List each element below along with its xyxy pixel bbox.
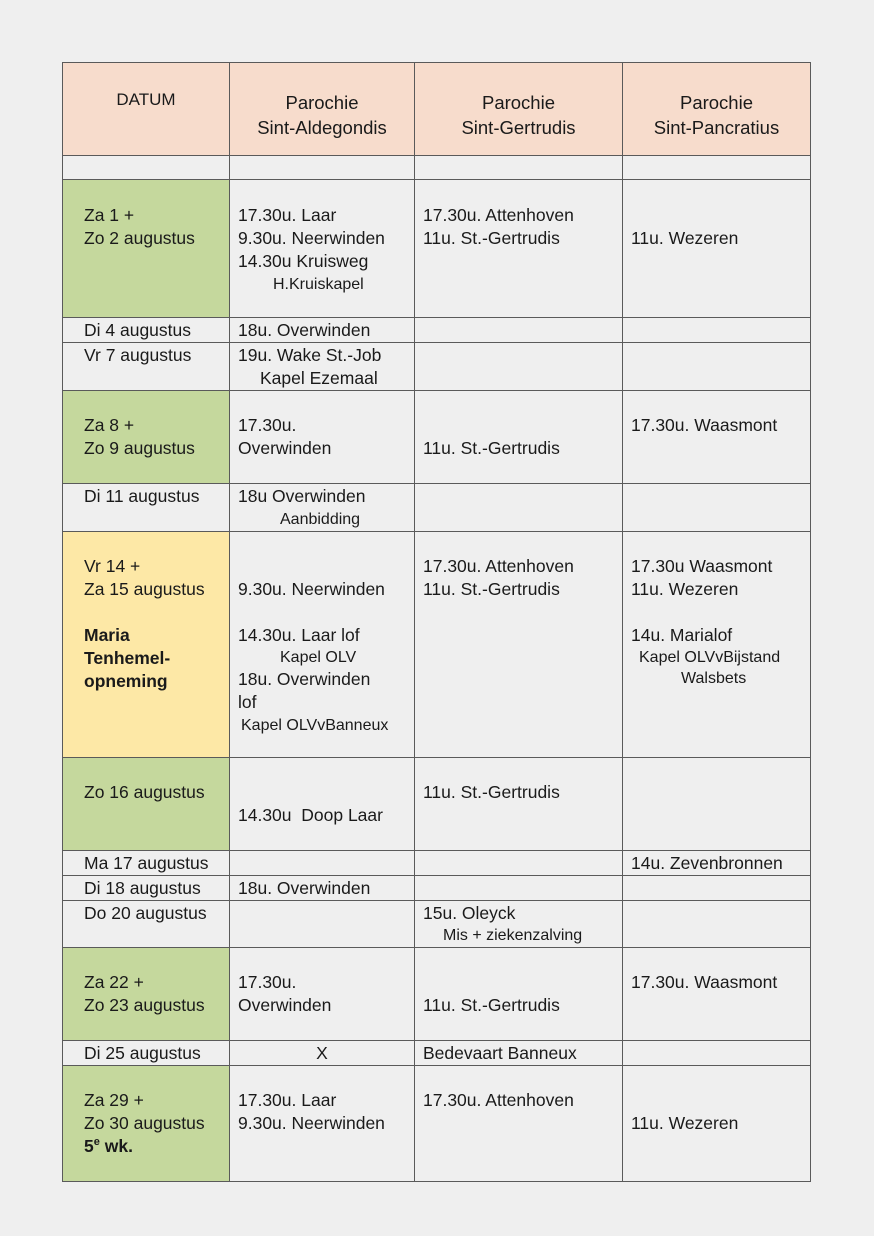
pancratius-cell [623, 758, 811, 851]
date-cell: Vr 14 + Za 15 augustus Maria Tenhemel- opneming [63, 532, 230, 758]
date-cell: Vr 7 augustus [63, 343, 230, 391]
table-row [63, 484, 811, 532]
date-cell: Za 8 + Zo 9 augustus [63, 391, 230, 484]
gertrudis-cell: 15u. Oleyck Mis + ziekenzalving [415, 901, 623, 948]
aldegondis-cell: 18u. Overwinden [230, 876, 415, 901]
table-row [63, 1066, 811, 1182]
date-cell: Di 18 augustus [63, 876, 230, 901]
header-datum: DATUM [63, 63, 230, 156]
table-row [63, 532, 811, 758]
aldegondis-cell: 18u. Overwinden [230, 318, 415, 343]
aldegondis-cell: 14.30u Doop Laar [230, 758, 415, 851]
aldegondis-cell: 9.30u. Neerwinden 14.30u. Laar lof Kapel OLV 18u. Overwinden lof Kapel OLVvBanneux [230, 532, 415, 758]
date-cell: Zo 16 augustus [63, 758, 230, 851]
header-row [63, 63, 811, 156]
date-cell: Za 29 + Zo 30 augustus 5e wk. [63, 1066, 230, 1182]
fifth-weekend-label: 5e wk. [84, 1136, 133, 1156]
pancratius-cell [623, 318, 811, 343]
gertrudis-cell [415, 876, 623, 901]
date-cell: Di 4 augustus [63, 318, 230, 343]
pancratius-cell [623, 343, 811, 391]
gertrudis-cell: 17.30u. Attenhoven 11u. St.-Gertrudis [415, 532, 623, 758]
mass-schedule-table [62, 62, 811, 1182]
date-cell: Di 25 augustus [63, 1041, 230, 1066]
table-row [63, 1041, 811, 1066]
gertrudis-cell [415, 484, 623, 532]
table-row [63, 318, 811, 343]
gertrudis-cell [415, 851, 623, 876]
pancratius-cell: 14u. Zevenbronnen [623, 851, 811, 876]
table-row [63, 901, 811, 948]
feast-name: Maria [84, 625, 130, 645]
pancratius-cell: 17.30u. Waasmont [623, 391, 811, 484]
gertrudis-cell: 17.30u. Attenhoven [415, 1066, 623, 1182]
table-row [63, 758, 811, 851]
pancratius-cell [623, 876, 811, 901]
pancratius-cell: 11u. Wezeren [623, 180, 811, 318]
gertrudis-cell: Bedevaart Banneux [415, 1041, 623, 1066]
gertrudis-cell: 11u. St.-Gertrudis [415, 758, 623, 851]
header-sint-aldegondis: Parochie Sint-Aldegondis [230, 63, 415, 156]
date-cell: Za 22 + Zo 23 augustus [63, 948, 230, 1041]
pancratius-cell: 17.30u. Waasmont [623, 948, 811, 1041]
date-cell: Di 11 augustus [63, 484, 230, 532]
aldegondis-cell: X [230, 1041, 415, 1066]
table-row [63, 851, 811, 876]
gertrudis-cell [415, 318, 623, 343]
table-row [63, 343, 811, 391]
table-row [63, 948, 811, 1041]
gertrudis-cell [415, 343, 623, 391]
aldegondis-cell: 17.30u. Overwinden [230, 948, 415, 1041]
header-sint-gertrudis: Parochie Sint-Gertrudis [415, 63, 623, 156]
pancratius-cell [623, 484, 811, 532]
pancratius-cell [623, 1041, 811, 1066]
aldegondis-cell [230, 851, 415, 876]
table-row [63, 876, 811, 901]
aldegondis-cell: 17.30u. Laar 9.30u. Neerwinden 14.30u Kruisweg H.Kruiskapel [230, 180, 415, 318]
table-row [63, 391, 811, 484]
table-row [63, 180, 811, 318]
pancratius-cell [623, 901, 811, 948]
pancratius-cell: 11u. Wezeren [623, 1066, 811, 1182]
aldegondis-cell: 19u. Wake St.-Job Kapel Ezemaal [230, 343, 415, 391]
spacer-row [63, 156, 811, 180]
aldegondis-cell: 18u Overwinden Aanbidding [230, 484, 415, 532]
date-cell: Do 20 augustus [63, 901, 230, 948]
pancratius-cell: 17.30u Waasmont 11u. Wezeren 14u. Marialof Kapel OLVvBijstand Walsbets [623, 532, 811, 758]
date-cell: Za 1 + Zo 2 augustus [63, 180, 230, 318]
aldegondis-cell [230, 901, 415, 948]
date-cell: Ma 17 augustus [63, 851, 230, 876]
header-sint-pancratius: Parochie Sint-Pancratius [623, 63, 811, 156]
gertrudis-cell: 11u. St.-Gertrudis [415, 948, 623, 1041]
gertrudis-cell: 17.30u. Attenhoven 11u. St.-Gertrudis [415, 180, 623, 318]
aldegondis-cell: 17.30u. Overwinden [230, 391, 415, 484]
aldegondis-cell: 17.30u. Laar 9.30u. Neerwinden [230, 1066, 415, 1182]
gertrudis-cell: 11u. St.-Gertrudis [415, 391, 623, 484]
